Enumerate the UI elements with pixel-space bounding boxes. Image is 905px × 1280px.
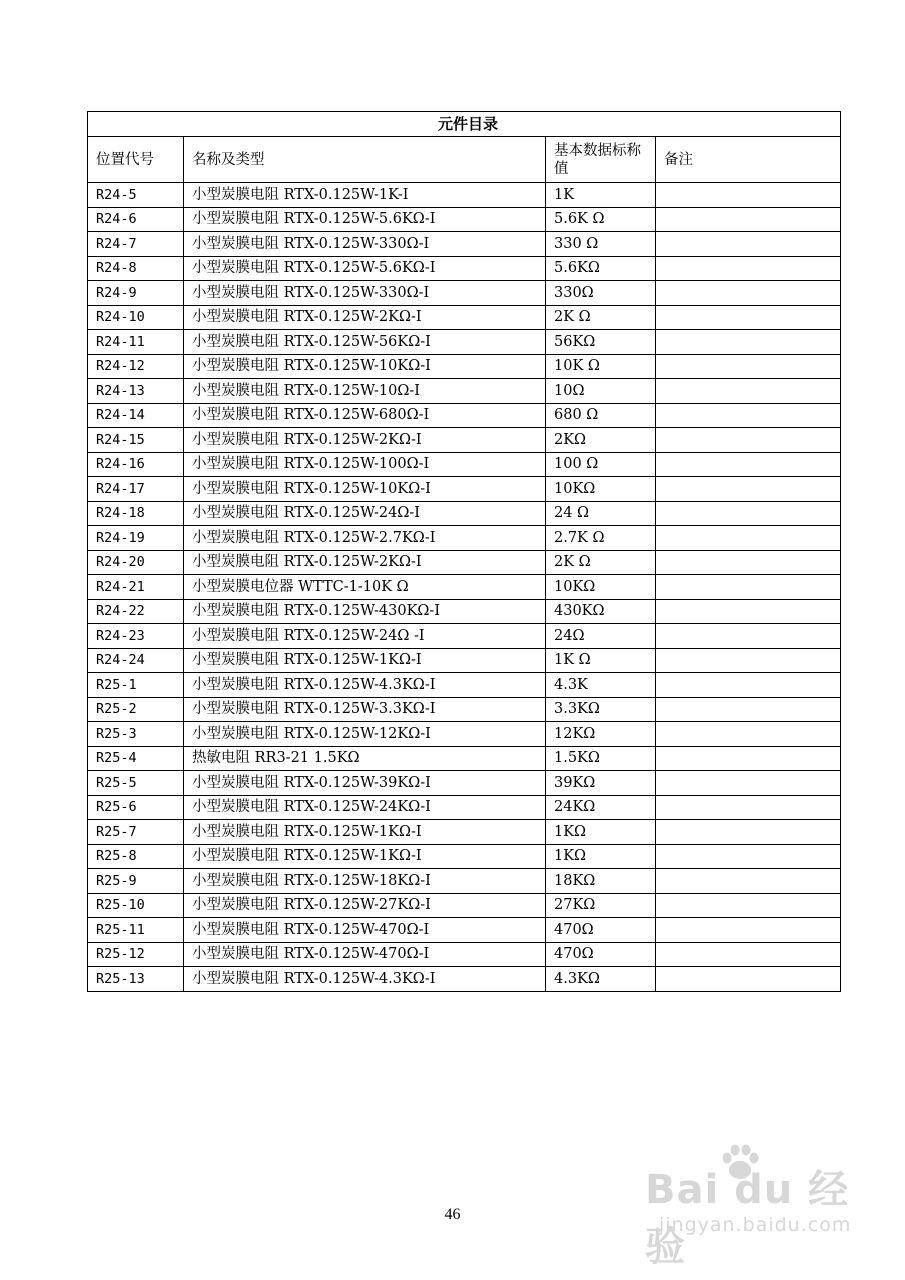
table-row (88, 305, 841, 330)
header-remark: 备注 (656, 137, 841, 183)
cell-nominal-value: 5.6K Ω (546, 207, 656, 232)
table-row (88, 771, 841, 796)
cell-name-type: 小型炭膜电阻 RTX-0.125W-5.6KΩ-I (184, 256, 546, 281)
watermark-logo-text: Bai du 经验 (645, 1167, 850, 1270)
cell-position: R24-19 (88, 526, 184, 551)
baidu-jingyan-watermark (645, 1140, 875, 1270)
cell-nominal-value: 1KΩ (546, 844, 656, 869)
cell-nominal-value: 1.5KΩ (546, 746, 656, 771)
cell-position: R24-13 (88, 379, 184, 404)
cell-nominal-value: 2K Ω (546, 305, 656, 330)
cell-nominal-value: 1K Ω (546, 648, 656, 673)
cell-position: R24-6 (88, 207, 184, 232)
cell-nominal-value: 4.3KΩ (546, 967, 656, 992)
cell-remark (656, 722, 841, 747)
cell-remark (656, 575, 841, 600)
cell-remark (656, 673, 841, 698)
cell-name-type: 小型炭膜电阻 RTX-0.125W-1K-I (184, 183, 546, 208)
cell-remark (656, 501, 841, 526)
table-row (88, 942, 841, 967)
cell-name-type: 小型炭膜电阻 RTX-0.125W-1KΩ-I (184, 820, 546, 845)
cell-remark (656, 844, 841, 869)
cell-name-type: 小型炭膜电阻 RTX-0.125W-3.3KΩ-I (184, 697, 546, 722)
cell-nominal-value: 24 Ω (546, 501, 656, 526)
cell-position: R24-14 (88, 403, 184, 428)
cell-name-type: 小型炭膜电阻 RTX-0.125W-10Ω-I (184, 379, 546, 404)
cell-nominal-value: 5.6KΩ (546, 256, 656, 281)
table-row (88, 746, 841, 771)
table-row (88, 918, 841, 943)
cell-position: R24-17 (88, 477, 184, 502)
cell-remark (656, 795, 841, 820)
cell-name-type: 小型炭膜电阻 RTX-0.125W-330Ω-I (184, 232, 546, 257)
table-row (88, 967, 841, 992)
cell-name-type: 小型炭膜电阻 RTX-0.125W-56KΩ-I (184, 330, 546, 355)
table-row (88, 673, 841, 698)
cell-nominal-value: 100 Ω (546, 452, 656, 477)
cell-name-type: 小型炭膜电阻 RTX-0.125W-5.6KΩ-I (184, 207, 546, 232)
cell-nominal-value: 10KΩ (546, 477, 656, 502)
table-row (88, 550, 841, 575)
cell-position: R25-13 (88, 967, 184, 992)
table-row (88, 354, 841, 379)
table-title-row (88, 112, 841, 137)
cell-name-type: 小型炭膜电阻 RTX-0.125W-24Ω-I (184, 501, 546, 526)
cell-position: R24-5 (88, 183, 184, 208)
cell-remark (656, 648, 841, 673)
cell-name-type: 小型炭膜电阻 RTX-0.125W-430KΩ-I (184, 599, 546, 624)
cell-position: R24-22 (88, 599, 184, 624)
table-row (88, 624, 841, 649)
cell-position: R25-5 (88, 771, 184, 796)
cell-position: R24-10 (88, 305, 184, 330)
cell-nominal-value: 10K Ω (546, 354, 656, 379)
cell-name-type: 小型炭膜电阻 RTX-0.125W-470Ω-I (184, 942, 546, 967)
table-row (88, 207, 841, 232)
cell-position: R25-7 (88, 820, 184, 845)
table-row (88, 893, 841, 918)
cell-nominal-value: 1KΩ (546, 820, 656, 845)
cell-remark (656, 893, 841, 918)
cell-remark (656, 477, 841, 502)
cell-remark (656, 305, 841, 330)
cell-remark (656, 967, 841, 992)
table-row (88, 256, 841, 281)
cell-position: R24-18 (88, 501, 184, 526)
table-row (88, 722, 841, 747)
cell-position: R25-11 (88, 918, 184, 943)
table-row (88, 232, 841, 257)
cell-name-type: 小型炭膜电阻 RTX-0.125W-4.3KΩ-I (184, 673, 546, 698)
cell-remark (656, 550, 841, 575)
cell-position: R24-16 (88, 452, 184, 477)
cell-nominal-value: 330 Ω (546, 232, 656, 257)
table-row (88, 501, 841, 526)
cell-nominal-value: 430KΩ (546, 599, 656, 624)
cell-position: R24-7 (88, 232, 184, 257)
header-nominal-value: 基本数据标称值 (546, 137, 656, 183)
component-list-table (87, 111, 841, 992)
cell-nominal-value: 470Ω (546, 918, 656, 943)
cell-remark (656, 452, 841, 477)
table-row (88, 844, 841, 869)
cell-remark (656, 403, 841, 428)
cell-name-type: 小型炭膜电阻 RTX-0.125W-10KΩ-I (184, 477, 546, 502)
cell-nominal-value: 18KΩ (546, 869, 656, 894)
cell-position: R25-9 (88, 869, 184, 894)
cell-position: R24-15 (88, 428, 184, 453)
table-title: 元件目录 (88, 112, 841, 137)
cell-remark (656, 820, 841, 845)
table-row (88, 452, 841, 477)
cell-remark (656, 354, 841, 379)
table-row (88, 869, 841, 894)
cell-remark (656, 599, 841, 624)
cell-name-type: 小型炭膜电阻 RTX-0.125W-470Ω-I (184, 918, 546, 943)
cell-position: R24-12 (88, 354, 184, 379)
cell-position: R24-24 (88, 648, 184, 673)
cell-name-type: 小型炭膜电阻 RTX-0.125W-2.7KΩ-I (184, 526, 546, 551)
cell-position: R25-8 (88, 844, 184, 869)
cell-remark (656, 624, 841, 649)
table-row (88, 183, 841, 208)
header-position: 位置代号 (88, 137, 184, 183)
cell-name-type: 小型炭膜电阻 RTX-0.125W-2KΩ-I (184, 428, 546, 453)
table-row (88, 648, 841, 673)
cell-nominal-value: 680 Ω (546, 403, 656, 428)
cell-position: R24-8 (88, 256, 184, 281)
cell-position: R25-10 (88, 893, 184, 918)
cell-nominal-value: 39KΩ (546, 771, 656, 796)
cell-name-type: 小型炭膜电阻 RTX-0.125W-24Ω -I (184, 624, 546, 649)
header-name-type: 名称及类型 (184, 137, 546, 183)
cell-name-type: 小型炭膜电阻 RTX-0.125W-39KΩ-I (184, 771, 546, 796)
cell-nominal-value: 24KΩ (546, 795, 656, 820)
cell-nominal-value: 56KΩ (546, 330, 656, 355)
cell-name-type: 小型炭膜电阻 RTX-0.125W-4.3KΩ-I (184, 967, 546, 992)
cell-position: R24-9 (88, 281, 184, 306)
cell-name-type: 小型炭膜电阻 RTX-0.125W-24KΩ-I (184, 795, 546, 820)
cell-name-type: 小型炭膜电阻 RTX-0.125W-10KΩ-I (184, 354, 546, 379)
cell-nominal-value: 10Ω (546, 379, 656, 404)
cell-remark (656, 746, 841, 771)
cell-name-type: 小型炭膜电阻 RTX-0.125W-100Ω-I (184, 452, 546, 477)
cell-remark (656, 771, 841, 796)
cell-name-type: 小型炭膜电阻 RTX-0.125W-680Ω-I (184, 403, 546, 428)
table-row (88, 795, 841, 820)
cell-nominal-value: 2.7K Ω (546, 526, 656, 551)
cell-name-type: 小型炭膜电阻 RTX-0.125W-27KΩ-I (184, 893, 546, 918)
table-row (88, 575, 841, 600)
cell-nominal-value: 27KΩ (546, 893, 656, 918)
cell-nominal-value: 12KΩ (546, 722, 656, 747)
cell-remark (656, 697, 841, 722)
cell-remark (656, 256, 841, 281)
cell-nominal-value: 3.3KΩ (546, 697, 656, 722)
table-row (88, 330, 841, 355)
cell-name-type: 小型炭膜电位器 WTTC-1-10K Ω (184, 575, 546, 600)
table-row (88, 526, 841, 551)
cell-name-type: 小型炭膜电阻 RTX-0.125W-2KΩ-I (184, 305, 546, 330)
table-row (88, 281, 841, 306)
cell-position: R25-12 (88, 942, 184, 967)
cell-position: R24-11 (88, 330, 184, 355)
table-row (88, 477, 841, 502)
cell-nominal-value: 2KΩ (546, 428, 656, 453)
cell-position: R24-21 (88, 575, 184, 600)
cell-position: R24-20 (88, 550, 184, 575)
table-row (88, 599, 841, 624)
cell-remark (656, 281, 841, 306)
cell-position: R25-2 (88, 697, 184, 722)
cell-name-type: 小型炭膜电阻 RTX-0.125W-18KΩ-I (184, 869, 546, 894)
table-header-row (88, 137, 841, 183)
cell-position: R25-4 (88, 746, 184, 771)
page-number: 46 (444, 1206, 461, 1223)
table-row (88, 379, 841, 404)
cell-nominal-value: 10KΩ (546, 575, 656, 600)
cell-name-type: 小型炭膜电阻 RTX-0.125W-12KΩ-I (184, 722, 546, 747)
cell-nominal-value: 1K (546, 183, 656, 208)
cell-position: R25-3 (88, 722, 184, 747)
cell-name-type: 热敏电阻 RR3-21 1.5KΩ (184, 746, 546, 771)
cell-remark (656, 526, 841, 551)
cell-remark (656, 330, 841, 355)
cell-remark (656, 942, 841, 967)
cell-position: R25-6 (88, 795, 184, 820)
cell-name-type: 小型炭膜电阻 RTX-0.125W-2KΩ-I (184, 550, 546, 575)
cell-remark (656, 232, 841, 257)
cell-remark (656, 379, 841, 404)
cell-nominal-value: 24Ω (546, 624, 656, 649)
cell-nominal-value: 470Ω (546, 942, 656, 967)
table-row (88, 697, 841, 722)
cell-name-type: 小型炭膜电阻 RTX-0.125W-330Ω-I (184, 281, 546, 306)
cell-remark (656, 183, 841, 208)
cell-position: R25-1 (88, 673, 184, 698)
watermark-url: jingyan.baidu.com (659, 1214, 852, 1236)
cell-nominal-value: 2K Ω (546, 550, 656, 575)
table-row (88, 403, 841, 428)
cell-remark (656, 428, 841, 453)
cell-nominal-value: 330Ω (546, 281, 656, 306)
cell-nominal-value: 4.3K (546, 673, 656, 698)
table-row (88, 428, 841, 453)
cell-remark (656, 869, 841, 894)
cell-name-type: 小型炭膜电阻 RTX-0.125W-1KΩ-I (184, 648, 546, 673)
cell-position: R24-23 (88, 624, 184, 649)
cell-remark (656, 207, 841, 232)
table-row (88, 820, 841, 845)
cell-name-type: 小型炭膜电阻 RTX-0.125W-1KΩ-I (184, 844, 546, 869)
cell-remark (656, 918, 841, 943)
